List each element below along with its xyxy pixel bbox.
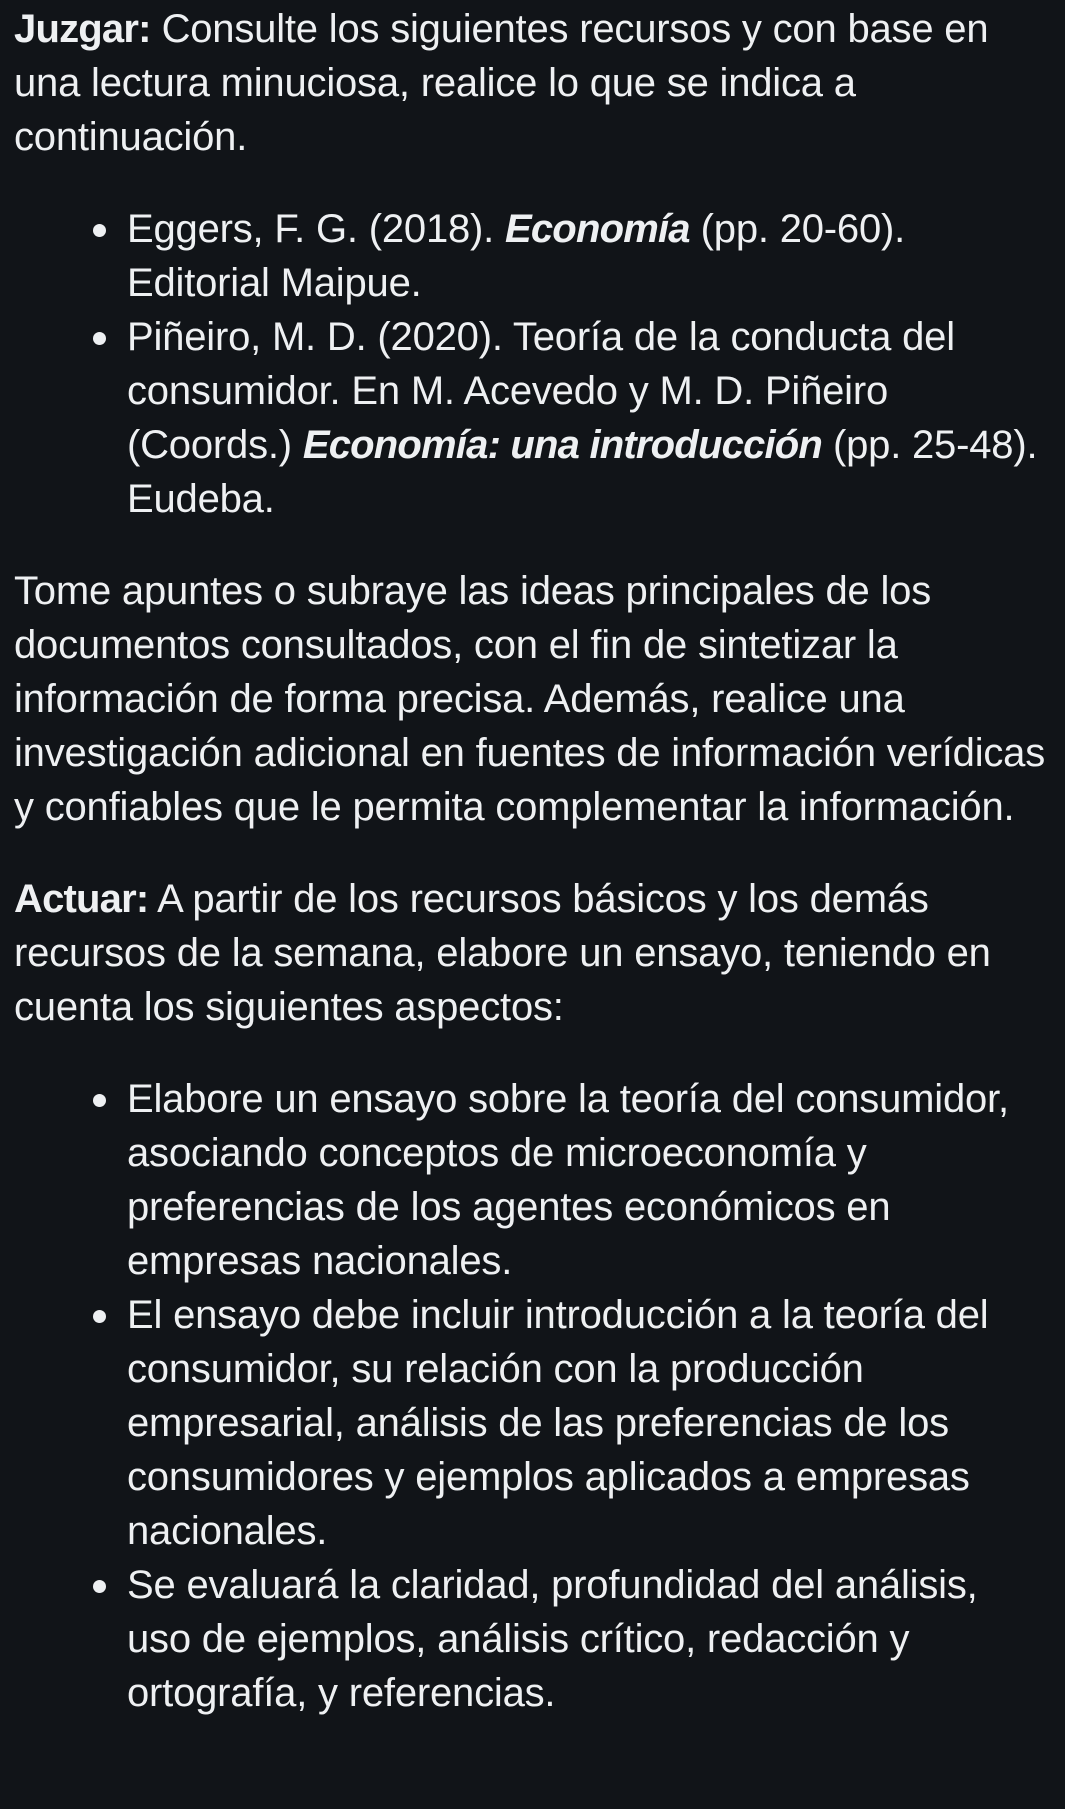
notes-paragraph: Tome apuntes o subraye las ideas principales de los documentos consultados, con el fin de sintetizar la información de forma precisa. Además, realice una investigación adicional en fuentes de información verídicas y confiables que le permita complementar la información. (14, 569, 1046, 829)
aspect-item: El ensayo debe incluir introducción a la teoría del consumidor, su relación con la producción empresarial, análisis de las preferencias de los consumidores y ejemplos aplicados a empresas nacionales. (127, 1288, 1051, 1558)
actuar-label: Actuar: (14, 877, 149, 921)
reference-text: Piñeiro, M. D. (2020). Teoría de la conducta del consumidor. En M. Acevedo y M. D. Piñeiro (Coords.) (127, 315, 955, 467)
reference-title: Economía: una introducción (302, 423, 823, 467)
reference-item (127, 202, 1051, 310)
juzgar-text: Consulte los siguientes recursos y con base en una lectura minuciosa, realice lo que se indica a continuación. (14, 7, 989, 159)
aspect-item: Se evaluará la claridad, profundidad del análisis, uso de ejemplos, análisis crítico, redacción y ortografía, y referencias. (127, 1558, 1051, 1720)
juzgar-paragraph (14, 2, 1051, 164)
reference-title: Economía (504, 207, 690, 251)
actuar-paragraph (14, 872, 1051, 1034)
actuar-text: A partir de los recursos básicos y los demás recursos de la semana, elabore un ensayo, teniendo en cuenta los siguientes aspectos: (14, 877, 991, 1029)
references-list (14, 202, 1051, 526)
reference-text: (pp. 25-48). Eudeba. (127, 423, 1038, 521)
reference-text: Eggers, F. G. (2018). (127, 207, 505, 251)
reference-item (127, 310, 1051, 526)
aspects-list (14, 1072, 1051, 1720)
juzgar-label: Juzgar: (14, 7, 151, 51)
reference-text: (pp. 20-60). Editorial Maipue. (127, 207, 906, 305)
aspect-item: Elabore un ensayo sobre la teoría del consumidor, asociando conceptos de microeconomía y preferencias de los agentes económicos en empresas nacionales. (127, 1072, 1051, 1288)
